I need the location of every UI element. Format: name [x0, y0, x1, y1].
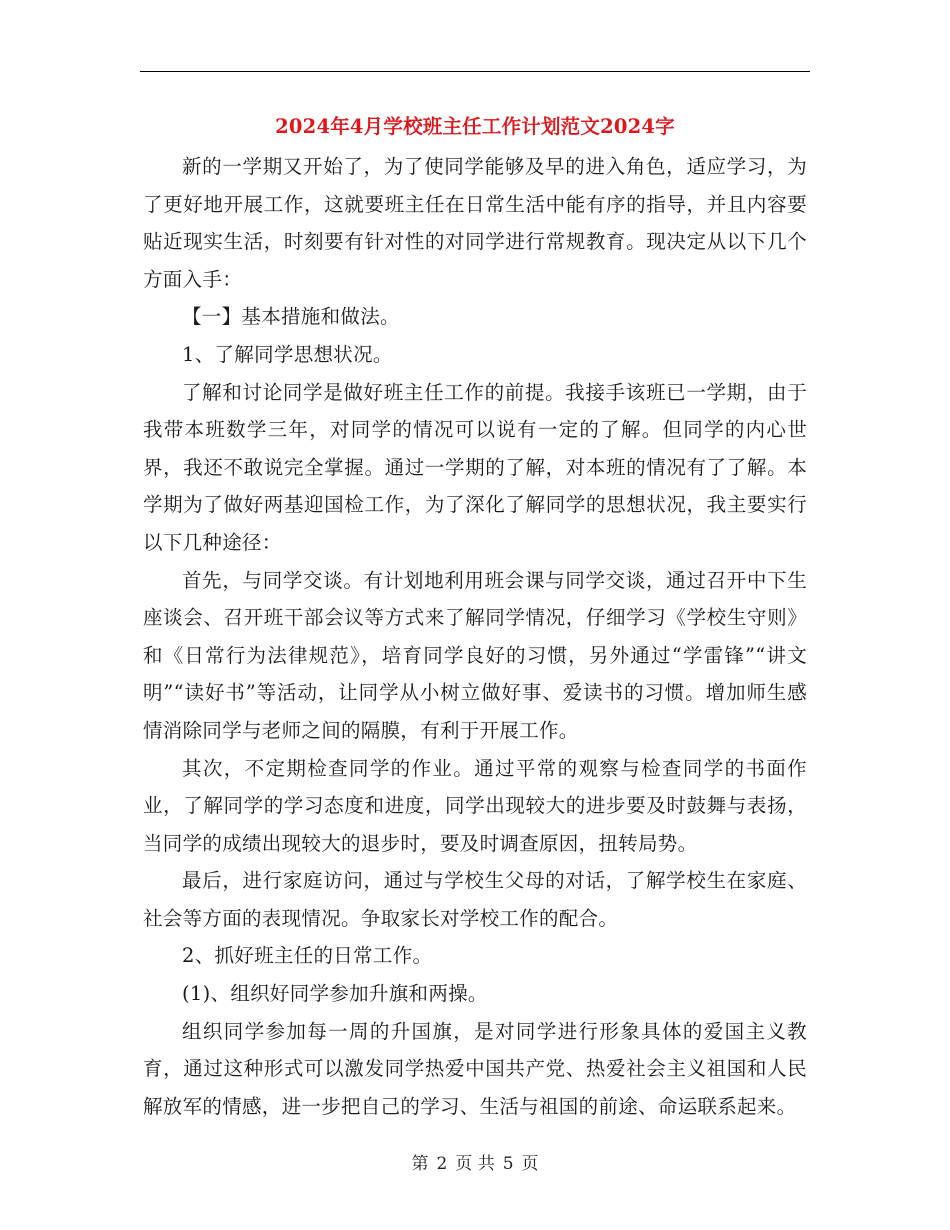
subheading-1: 1、了解同学思想状况。 — [182, 342, 393, 366]
footer-total-pages: 5 — [502, 1154, 514, 1174]
header-rule — [140, 71, 810, 72]
footer-suffix: 页 — [521, 1154, 539, 1174]
subheading-2: 2、抓好班主任的日常工作。 — [182, 944, 433, 968]
subheading-2-1: (1)、组织好同学参加升旗和两操。 — [182, 982, 488, 1006]
footer-middle: 页 共 — [455, 1154, 495, 1174]
footer-current-page: 2 — [436, 1154, 448, 1174]
footer-prefix: 第 — [411, 1154, 429, 1174]
page-footer — [0, 1152, 950, 1176]
paragraph-last: 最后，进行家庭访问，通过与学校生父母的对话，了解学校生在家庭、社会等方面的表现情况。争取家长对学校工作的配合。 — [143, 869, 807, 930]
document-body — [143, 148, 807, 1125]
paragraph-first: 首先，与同学交谈。有计划地利用班会课与同学交谈，通过召开中下生座谈会、召开班干部会议等方式来了解同学情况，仔细学习《学校生守则》和《日常行为法律规范》，培育同学良好的习惯，另外通过“学雷锋”“讲文明”“读好书”等活动，让同学从小树立做好事、爱读书的习惯。增加师生感情消除同学与老师之间的隔膜，有利于开展工作。 — [143, 568, 807, 742]
paragraph-intro: 新的一学期又开始了，为了使同学能够及早的进入角色，适应学习，为了更好地开展工作，这就要班主任在日常生活中能有序的指导，并且内容要贴近现实生活，时刻要有针对性的对同学进行常规教育。现决定从以下几个方面入手： — [143, 155, 807, 291]
paragraph-second: 其次，不定期检查同学的作业。通过平常的观察与检查同学的书面作业，了解同学的学习态度和进度，同学出现较大的进步要及时鼓舞与表扬，当同学的成绩出现较大的退步时，要及时调查原因，扭转局势。 — [143, 756, 807, 855]
document-title: 2024年4月学校班主任工作计划范文2024字 — [275, 115, 675, 138]
paragraph-understanding: 了解和讨论同学是做好班主任工作的前提。我接手该班已一学期，由于我带本班数学三年，对同学的情况可以说有一定的了解。但同学的内心世界，我还不敢说完全掌握。通过一学期的了解，对本班的情况有了了解。本学期为了做好两基迎国检工作，为了深化了解同学的思想状况，我主要实行以下几种途径： — [143, 380, 807, 554]
paragraph-flag-raising: 组织同学参加每一周的升国旗，是对同学进行形象具体的爱国主义教育，通过这种形式可以激发同学热爱中国共产党、热爱社会主义祖国和人民解放军的情感，进一步把自己的学习、生活与祖国的前途、命运联系起来。 — [143, 1019, 807, 1118]
section-heading-1: 【一】基本措施和做法。 — [182, 305, 400, 329]
